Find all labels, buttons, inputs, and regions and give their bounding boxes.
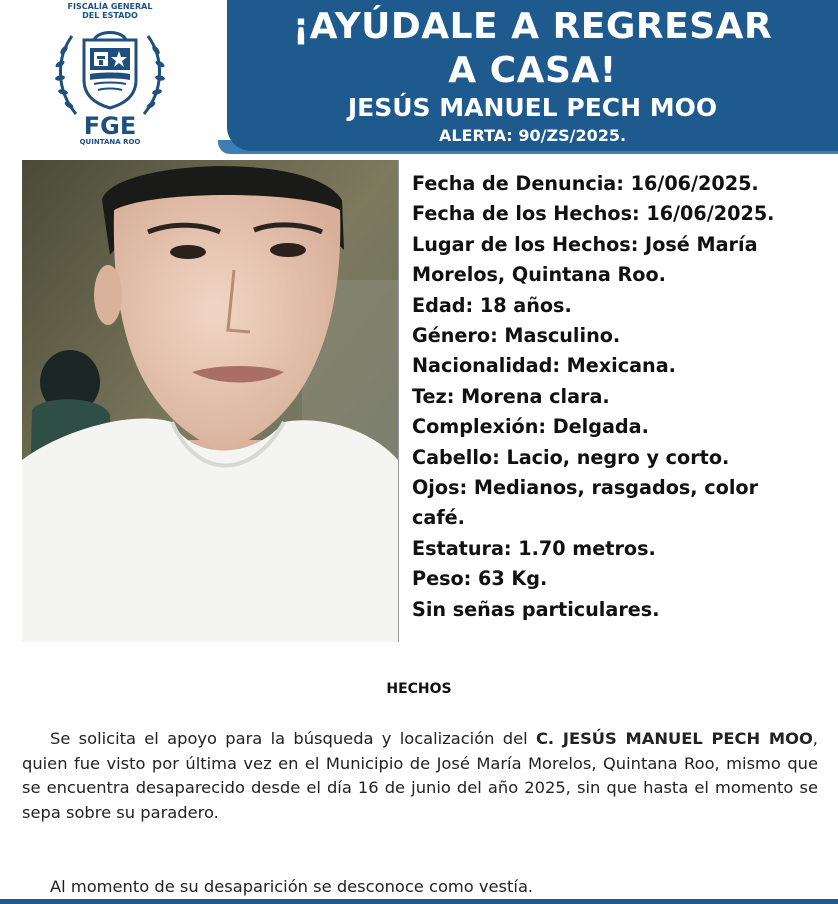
missing-person-photo bbox=[22, 160, 399, 642]
alert-number: ALERTA: 90/ZS/2025. bbox=[438, 126, 627, 145]
detail-fecha-hechos: Fecha de los Hechos: 16/06/2025. bbox=[412, 202, 775, 226]
footer-line bbox=[0, 899, 838, 904]
detail-ojos-cont: café. bbox=[412, 506, 465, 530]
coat-of-arms-icon bbox=[50, 18, 170, 140]
detail-ojos: Ojos: Medianos, rasgados, color bbox=[412, 476, 759, 500]
headline-line1: ¡AYÚDALE A REGRESAR bbox=[292, 6, 773, 47]
detail-tez: Tez: Morena clara. bbox=[412, 384, 610, 408]
detail-peso: Peso: 63 Kg. bbox=[412, 567, 548, 591]
detail-fecha-denuncia: Fecha de Denuncia: 16/06/2025. bbox=[412, 172, 759, 195]
details-list bbox=[412, 169, 832, 625]
detail-lugar-hechos-cont: Morelos, Quintana Roo. bbox=[412, 263, 666, 287]
hechos-paragraph bbox=[22, 727, 818, 825]
detail-edad: Edad: 18 años. bbox=[412, 293, 572, 317]
fge-logo bbox=[40, 0, 180, 150]
hechos-p1-prefix: Se solicita el apoyo para la búsqueda y localización del bbox=[50, 729, 536, 748]
detail-genero: Género: Masculino. bbox=[412, 324, 621, 348]
detail-lugar-hechos: Lugar de los Hechos: José María bbox=[412, 232, 758, 256]
detail-cabello: Cabello: Lacio, negro y corto. bbox=[412, 445, 730, 469]
detail-senas: Sin señas particulares. bbox=[412, 597, 660, 621]
hechos-heading: HECHOS bbox=[386, 681, 452, 697]
logo-bottom-text: QUINTANA ROO bbox=[79, 138, 141, 146]
logo-acronym: FGE bbox=[83, 112, 137, 140]
detail-estatura: Estatura: 1.70 metros. bbox=[412, 536, 656, 560]
hechos-p1-suffix: , quien fue visto por última vez en el Municipio de José María Morelos, Quintana Roo, mismo que se encuentra desaparecido desde el día 16 de junio del año 2025, sin que hasta el momento se sepa sobre su paradero. bbox=[22, 729, 818, 822]
headline-line2: A CASA! bbox=[448, 50, 617, 91]
missing-person-name: JESÚS MANUEL PECH MOO bbox=[347, 93, 718, 122]
detail-complexion: Complexión: Delgada. bbox=[412, 415, 649, 439]
logo-top-text: FISCALÍA GENERAL DEL ESTADO bbox=[67, 2, 153, 20]
portrait-illustration bbox=[22, 160, 398, 642]
clothing-paragraph: Al momento de su desaparición se desconoce como vestía. bbox=[50, 877, 534, 896]
detail-nacionalidad: Nacionalidad: Mexicana. bbox=[412, 354, 676, 378]
hechos-p1-name: C. JESÚS MANUEL PECH MOO bbox=[535, 729, 813, 748]
